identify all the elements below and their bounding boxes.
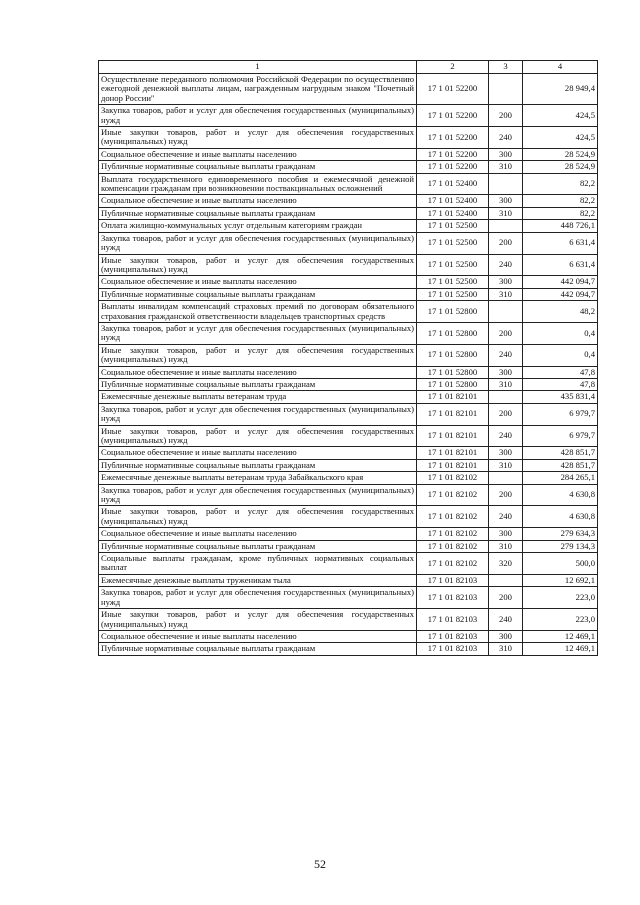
expense-type-code: 240: [489, 344, 523, 366]
expense-type-code: 310: [489, 540, 523, 552]
expense-type-code: 240: [489, 609, 523, 631]
target-article-code: 17 1 01 82102: [417, 528, 489, 540]
row-description: Публичные нормативные социальные выплаты гражданам: [99, 288, 417, 300]
target-article-code: 17 1 01 52200: [417, 127, 489, 149]
expense-type-code: 240: [489, 506, 523, 528]
expense-type-code: 300: [489, 195, 523, 207]
expense-type-code: 200: [489, 322, 523, 344]
table-row: [99, 506, 598, 528]
target-article-code: 17 1 01 52500: [417, 232, 489, 254]
amount-value: 0,4: [523, 344, 598, 366]
target-article-code: 17 1 01 82103: [417, 587, 489, 609]
expense-type-code: 310: [489, 378, 523, 390]
expense-type-code: 300: [489, 447, 523, 459]
table-row: [99, 378, 598, 390]
expense-type-code: 200: [489, 232, 523, 254]
table-row: [99, 643, 598, 655]
row-description: Социальное обеспечение и иные выплаты населению: [99, 630, 417, 642]
table-row: [99, 105, 598, 127]
amount-value: 48,2: [523, 301, 598, 323]
row-description: Иные закупки товаров, работ и услуг для обеспечения государственных (муниципальных) нужд: [99, 506, 417, 528]
row-description: Социальное обеспечение и иные выплаты населению: [99, 528, 417, 540]
amount-value: 4 630,8: [523, 506, 598, 528]
expense-type-code: 310: [489, 207, 523, 219]
table-row: [99, 425, 598, 447]
target-article-code: 17 1 01 82102: [417, 472, 489, 484]
row-description: Иные закупки товаров, работ и услуг для обеспечения государственных (муниципальных) нужд: [99, 344, 417, 366]
amount-value: 428 851,7: [523, 447, 598, 459]
expense-type-code: 240: [489, 254, 523, 276]
table-row: [99, 161, 598, 173]
row-description: Социальное обеспечение и иные выплаты населению: [99, 366, 417, 378]
row-description: Социальное обеспечение и иные выплаты населению: [99, 276, 417, 288]
budget-table: [98, 60, 598, 656]
target-article-code: 17 1 01 82101: [417, 447, 489, 459]
amount-value: 4 630,8: [523, 484, 598, 506]
row-description: Публичные нормативные социальные выплаты гражданам: [99, 207, 417, 219]
column-header-3: 3: [489, 61, 523, 74]
table-row: [99, 587, 598, 609]
table-row: [99, 344, 598, 366]
amount-value: 28 949,4: [523, 74, 598, 105]
table-row: [99, 74, 598, 105]
table-row: [99, 276, 598, 288]
target-article-code: 17 1 01 82102: [417, 506, 489, 528]
expense-type-code: 310: [489, 161, 523, 173]
target-article-code: 17 1 01 82102: [417, 553, 489, 575]
column-header-4: 4: [523, 61, 598, 74]
target-article-code: 17 1 01 82101: [417, 391, 489, 403]
table-row: [99, 220, 598, 232]
page-number: 52: [314, 857, 326, 871]
expense-type-code: 300: [489, 630, 523, 642]
amount-value: 47,8: [523, 378, 598, 390]
expense-type-code: 240: [489, 127, 523, 149]
amount-value: 6 631,4: [523, 232, 598, 254]
row-description: Выплаты инвалидам компенсаций страховых премий по договорам обязательного страхования гражданской ответственности владельцев транспортных средств: [99, 301, 417, 323]
amount-value: 424,5: [523, 127, 598, 149]
table-row: [99, 207, 598, 219]
expense-type-code: [489, 574, 523, 586]
expense-type-code: 310: [489, 643, 523, 655]
table-row: [99, 301, 598, 323]
expense-type-code: 200: [489, 484, 523, 506]
target-article-code: 17 1 01 82103: [417, 630, 489, 642]
target-article-code: 17 1 01 52500: [417, 288, 489, 300]
target-article-code: 17 1 01 82102: [417, 484, 489, 506]
amount-value: 82,2: [523, 207, 598, 219]
expense-type-code: 310: [489, 288, 523, 300]
table-row: [99, 148, 598, 160]
row-description: Закупка товаров, работ и услуг для обеспечения государственных (муниципальных) нужд: [99, 322, 417, 344]
row-description: Публичные нормативные социальные выплаты гражданам: [99, 459, 417, 471]
expense-type-code: [489, 472, 523, 484]
target-article-code: 17 1 01 52200: [417, 148, 489, 160]
target-article-code: 17 1 01 82103: [417, 574, 489, 586]
column-header-1: 1: [99, 61, 417, 74]
row-description: Выплата государственного единовременного пособия и ежемесячной денежной компенсации гражданам при возникновении поствакцинальных осложнений: [99, 173, 417, 195]
row-description: Социальное обеспечение и иные выплаты населению: [99, 148, 417, 160]
table-row: [99, 322, 598, 344]
amount-value: 279 634,3: [523, 528, 598, 540]
table-row: [99, 528, 598, 540]
amount-value: 82,2: [523, 195, 598, 207]
amount-value: 284 265,1: [523, 472, 598, 484]
amount-value: 12 469,1: [523, 630, 598, 642]
expense-type-code: [489, 74, 523, 105]
target-article-code: 17 1 01 82103: [417, 643, 489, 655]
table-row: [99, 195, 598, 207]
target-article-code: 17 1 01 82101: [417, 403, 489, 425]
row-description: Публичные нормативные социальные выплаты гражданам: [99, 643, 417, 655]
row-description: Иные закупки товаров, работ и услуг для обеспечения государственных (муниципальных) нужд: [99, 609, 417, 631]
amount-value: 424,5: [523, 105, 598, 127]
target-article-code: 17 1 01 52800: [417, 366, 489, 378]
target-article-code: 17 1 01 52200: [417, 161, 489, 173]
table-row: [99, 391, 598, 403]
row-description: Иные закупки товаров, работ и услуг для обеспечения государственных (муниципальных) нужд: [99, 254, 417, 276]
row-description: Закупка товаров, работ и услуг для обеспечения государственных (муниципальных) нужд: [99, 403, 417, 425]
table-row: [99, 366, 598, 378]
expense-type-code: [489, 173, 523, 195]
row-description: Осуществление переданного полномочия Российской Федерации по осуществлению ежегодной денежной выплаты лицам, награжденным нагрудным знаком "Почетный донор России": [99, 74, 417, 105]
table-row: [99, 173, 598, 195]
row-description: Иные закупки товаров, работ и услуг для обеспечения государственных (муниципальных) нужд: [99, 127, 417, 149]
expense-type-code: 300: [489, 148, 523, 160]
row-description: Публичные нормативные социальные выплаты гражданам: [99, 161, 417, 173]
target-article-code: 17 1 01 82103: [417, 609, 489, 631]
table-row: [99, 232, 598, 254]
row-description: Публичные нормативные социальные выплаты гражданам: [99, 540, 417, 552]
target-article-code: 17 1 01 52500: [417, 276, 489, 288]
target-article-code: 17 1 01 52500: [417, 254, 489, 276]
amount-value: 12 469,1: [523, 643, 598, 655]
row-description: Социальные выплаты гражданам, кроме публичных нормативных социальных выплат: [99, 553, 417, 575]
table-row: [99, 630, 598, 642]
table-row: [99, 459, 598, 471]
table-row: [99, 403, 598, 425]
amount-value: 442 094,7: [523, 276, 598, 288]
amount-value: 6 979,7: [523, 403, 598, 425]
table-row: [99, 553, 598, 575]
row-description: Закупка товаров, работ и услуг для обеспечения государственных (муниципальных) нужд: [99, 232, 417, 254]
expense-type-code: 240: [489, 425, 523, 447]
amount-value: 28 524,9: [523, 161, 598, 173]
amount-value: 6 631,4: [523, 254, 598, 276]
target-article-code: 17 1 01 52500: [417, 220, 489, 232]
row-description: Оплата жилищно-коммунальных услуг отдельным категориям граждан: [99, 220, 417, 232]
expense-type-code: [489, 220, 523, 232]
expense-type-code: 300: [489, 528, 523, 540]
row-description: Иные закупки товаров, работ и услуг для обеспечения государственных (муниципальных) нужд: [99, 425, 417, 447]
target-article-code: 17 1 01 52800: [417, 301, 489, 323]
table-body: [99, 74, 598, 656]
target-article-code: 17 1 01 82102: [417, 540, 489, 552]
target-article-code: 17 1 01 52800: [417, 344, 489, 366]
expense-type-code: [489, 301, 523, 323]
amount-value: 442 094,7: [523, 288, 598, 300]
row-description: Ежемесячные денежные выплаты ветеранам труда: [99, 391, 417, 403]
table-row: [99, 472, 598, 484]
table-row: [99, 447, 598, 459]
amount-value: 28 524,9: [523, 148, 598, 160]
amount-value: 12 692,1: [523, 574, 598, 586]
amount-value: 82,2: [523, 173, 598, 195]
amount-value: 435 831,4: [523, 391, 598, 403]
row-description: Закупка товаров, работ и услуг для обеспечения государственных (муниципальных) нужд: [99, 484, 417, 506]
amount-value: 6 979,7: [523, 425, 598, 447]
target-article-code: 17 1 01 52400: [417, 207, 489, 219]
row-description: Ежемесячные денежные выплаты ветеранам труда Забайкальского края: [99, 472, 417, 484]
expense-type-code: 200: [489, 105, 523, 127]
amount-value: 47,8: [523, 366, 598, 378]
table-row: [99, 127, 598, 149]
expense-type-code: 300: [489, 276, 523, 288]
row-description: Социальное обеспечение и иные выплаты населению: [99, 447, 417, 459]
expense-type-code: [489, 391, 523, 403]
row-description: Ежемесячные денежные выплаты труженикам тыла: [99, 574, 417, 586]
target-article-code: 17 1 01 52400: [417, 173, 489, 195]
table-header-row: [99, 61, 598, 74]
amount-value: 223,0: [523, 609, 598, 631]
table-row: [99, 540, 598, 552]
row-description: Закупка товаров, работ и услуг для обеспечения государственных (муниципальных) нужд: [99, 105, 417, 127]
amount-value: 448 726,1: [523, 220, 598, 232]
amount-value: 500,0: [523, 553, 598, 575]
table-row: [99, 254, 598, 276]
target-article-code: 17 1 01 52200: [417, 105, 489, 127]
target-article-code: 17 1 01 52200: [417, 74, 489, 105]
expense-type-code: 200: [489, 403, 523, 425]
table-row: [99, 609, 598, 631]
table-row: [99, 484, 598, 506]
target-article-code: 17 1 01 82101: [417, 459, 489, 471]
column-header-2: 2: [417, 61, 489, 74]
amount-value: 428 851,7: [523, 459, 598, 471]
expense-type-code: 300: [489, 366, 523, 378]
target-article-code: 17 1 01 52400: [417, 195, 489, 207]
row-description: Публичные нормативные социальные выплаты гражданам: [99, 378, 417, 390]
table-row: [99, 574, 598, 586]
expense-type-code: 320: [489, 553, 523, 575]
row-description: Социальное обеспечение и иные выплаты населению: [99, 195, 417, 207]
amount-value: 223,0: [523, 587, 598, 609]
expense-type-code: 310: [489, 459, 523, 471]
row-description: Закупка товаров, работ и услуг для обеспечения государственных (муниципальных) нужд: [99, 587, 417, 609]
target-article-code: 17 1 01 82101: [417, 425, 489, 447]
table-row: [99, 288, 598, 300]
expense-type-code: 200: [489, 587, 523, 609]
target-article-code: 17 1 01 52800: [417, 322, 489, 344]
target-article-code: 17 1 01 52800: [417, 378, 489, 390]
amount-value: 279 134,3: [523, 540, 598, 552]
amount-value: 0,4: [523, 322, 598, 344]
